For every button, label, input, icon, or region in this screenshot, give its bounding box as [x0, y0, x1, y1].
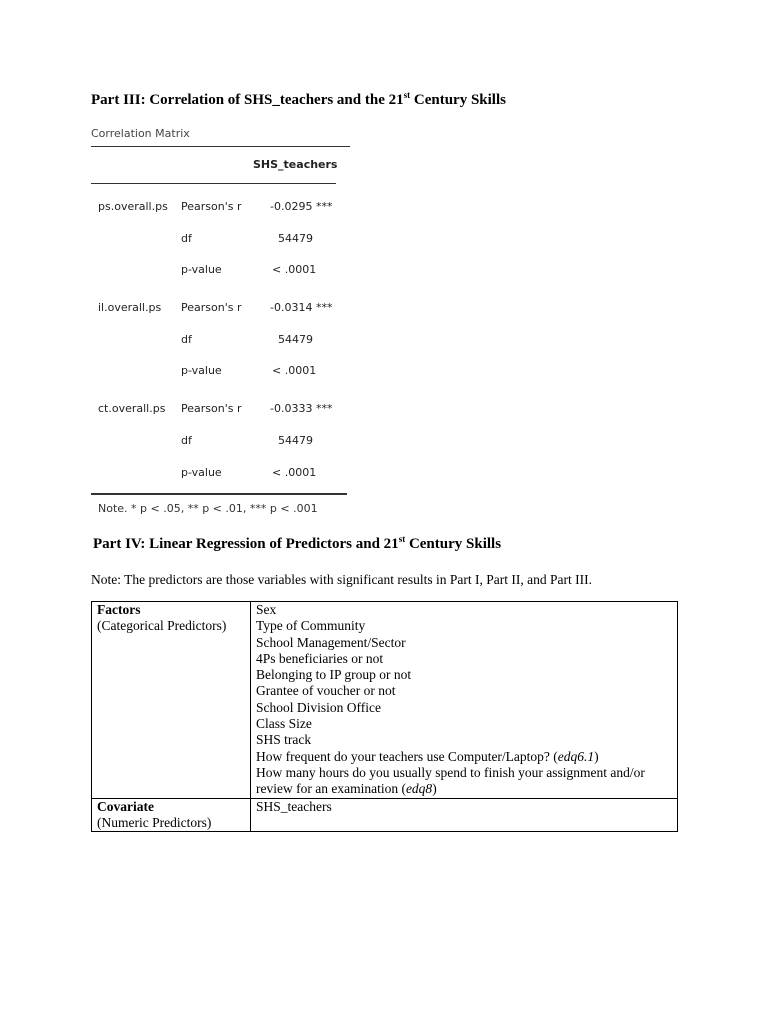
- factors-list: [256, 602, 672, 798]
- stat-value: < .0001: [272, 263, 317, 276]
- covariate-value-cell: [251, 798, 678, 832]
- covariate-cell: [92, 798, 251, 832]
- list-item: Type of Community: [256, 618, 366, 634]
- stat-value: < .0001: [272, 364, 317, 377]
- covariate-title: Covariate: [97, 798, 154, 814]
- part3-heading-sup: st: [403, 90, 411, 100]
- factors-cell: [92, 602, 251, 799]
- list-item: Grantee of voucher or not: [256, 683, 396, 699]
- list-item: 4Ps beneficiaries or not: [256, 650, 384, 666]
- part3-heading: [91, 92, 506, 109]
- table-top-rule: [91, 146, 350, 147]
- significance-note: Note. * p < .05, ** p < .01, *** p < .001: [98, 502, 318, 515]
- stat-label: df: [181, 434, 192, 447]
- stat-label: p-value: [181, 263, 222, 276]
- stat-value: -0.0314 ***: [270, 301, 333, 314]
- stat-value: 54479: [278, 434, 313, 447]
- factors-list-cell: [251, 602, 678, 799]
- stat-value: -0.0295 ***: [270, 200, 333, 213]
- covariate-value: SHS_teachers: [256, 798, 332, 814]
- q2-end: ): [432, 781, 437, 797]
- list-item: School Management/Sector: [256, 634, 406, 650]
- part4-heading-sup: st: [398, 534, 406, 544]
- part4-heading-text: Part IV: Linear Regression of Predictors and 21: [93, 536, 399, 552]
- stat-label: df: [181, 333, 192, 346]
- part3-heading-end: Century Skills: [410, 92, 506, 108]
- list-item: School Division Office: [256, 699, 381, 715]
- stat-label: Pearson's r: [181, 301, 242, 314]
- stat-label: p-value: [181, 466, 222, 479]
- stat-value: < .0001: [272, 466, 317, 479]
- list-item-edq8: [256, 765, 672, 798]
- q1-text: How frequent do your teachers use Computer/Laptop? (: [256, 748, 558, 764]
- stat-label: Pearson's r: [181, 402, 242, 415]
- row-variable-ct: ct.overall.ps: [98, 402, 166, 415]
- table-header-rule: [91, 183, 336, 184]
- column-header-shs-teachers: SHS_teachers: [253, 158, 338, 171]
- row-variable-ps: ps.overall.ps: [98, 200, 168, 213]
- list-item: Sex: [256, 602, 277, 617]
- stat-label: df: [181, 232, 192, 245]
- stat-value: -0.0333 ***: [270, 402, 333, 415]
- predictors-note: Note: The predictors are those variables with significant results in Part I, Part II, and Part III.: [91, 572, 592, 587]
- stat-label: p-value: [181, 364, 222, 377]
- row-variable-il: il.overall.ps: [98, 301, 162, 314]
- part3-heading-text: Part III: Correlation of SHS_teachers and the 21: [91, 92, 404, 108]
- factors-title: Factors: [97, 602, 141, 617]
- list-item: Belonging to IP group or not: [256, 667, 412, 683]
- part4-heading: [93, 536, 501, 553]
- q2-text: How many hours do you usually spend to finish your assignment and/or review for an examination (: [256, 764, 645, 797]
- part4-heading-end: Century Skills: [405, 536, 502, 552]
- q1-end: ): [594, 748, 599, 764]
- table-row: [92, 798, 678, 832]
- list-item: Class Size: [256, 716, 312, 732]
- covariate-subtitle: (Numeric Predictors): [97, 814, 212, 830]
- factors-subtitle: (Categorical Predictors): [97, 618, 227, 634]
- list-item-edq6: [256, 749, 672, 765]
- table-row: [92, 602, 678, 799]
- q1-code: edq6.1: [557, 748, 595, 764]
- correlation-matrix-caption: Correlation Matrix: [91, 127, 190, 140]
- stat-value: 54479: [278, 232, 313, 245]
- stat-label: Pearson's r: [181, 200, 242, 213]
- q2-code: edq8: [405, 781, 433, 797]
- table-bottom-rule: [91, 493, 347, 495]
- stat-value: 54479: [278, 333, 313, 346]
- predictors-table: [91, 601, 678, 832]
- list-item: SHS track: [256, 732, 312, 748]
